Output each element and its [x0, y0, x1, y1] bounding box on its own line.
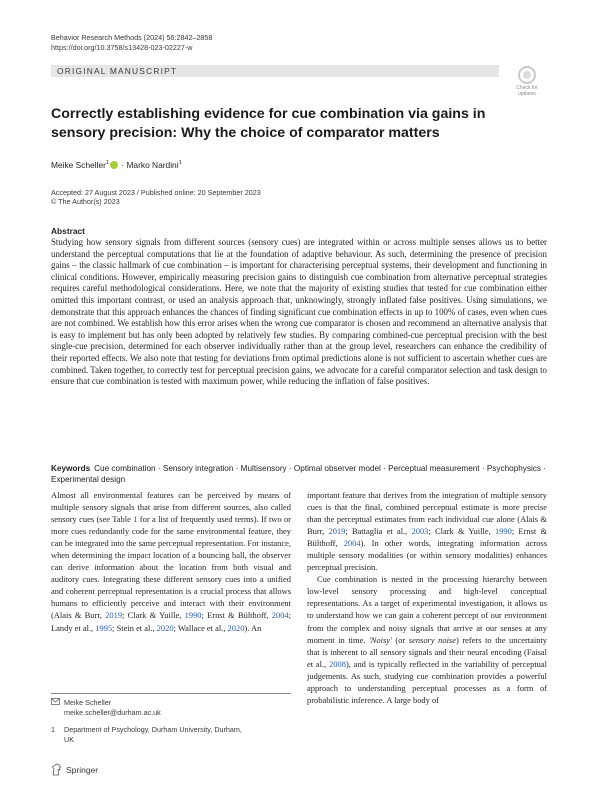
corresponding-author-name: Meike Scheller — [64, 698, 112, 707]
copyright-notice: © The Author(s) 2023 — [51, 197, 120, 207]
affiliation-line: Department of Psychology, Durham University, Durham, — [64, 725, 242, 734]
table-reference-link[interactable]: 1 — [133, 514, 138, 525]
emphasis-term: sensory noise — [408, 634, 456, 645]
affiliation-line: UK — [64, 734, 74, 744]
corresponding-author-email[interactable]: meike.scheller@durham.ac.uk — [64, 707, 161, 717]
footnote-divider — [51, 693, 291, 694]
body-paragraph: Cue combination is nested in the processing hierarchy between low-level sensory processing and high-level conceptual representations. As a target of experimental investigation, it allows us to understand how we can gain a coherent percept of our environment from the complex and noisy signals that arrive at our senses at any moment in time. 'Noisy' (or sensory noise) refers to the uncertainty that is inherent to all sensory signals and their neural encoding (Faisal et al., 2008), and is typically reflected in the variability of perceptual judgements. As such, studying cue combination provides a powerful approach to understanding perceptual processes as a form of probabilistic inference. A large body of — [307, 574, 548, 705]
author-separator: · — [121, 159, 125, 170]
orcid-icon[interactable] — [110, 161, 118, 169]
springer-horse-icon — [51, 763, 63, 776]
citation-link[interactable]: 2020 — [227, 622, 245, 633]
article-type-banner: ORIGINAL MANUSCRIPT — [51, 65, 499, 77]
crossmark-label: Check for updates — [516, 85, 538, 97]
accepted-published-dates: Accepted: 27 August 2023 / Published online: 20 September 2023 — [51, 188, 261, 197]
author-name[interactable]: Marko Nardini — [126, 159, 179, 170]
affiliation-superscript: 1 — [105, 160, 109, 166]
envelope-icon — [51, 698, 61, 708]
abstract-text: Studying how sensory signals from different sources (sensory cues) are integrated within or across multiple senses allows us to better understand the perceptual computations that lie at the foundation of adaptive behaviour. As such, determining the presence of precision gains – the classic hallmark of cue combination – is important for characterising perceptual systems, their development and functioning in clinical conditions. However, empirically measuring precision gains to distinguish cue combination from alternative perceptual strategies requires careful methodological considerations. Here, we note that the majority of existing studies that tested for cue combination either omitted this important contrast, or used an analysis approach that, unknowingly, strongly inflated false positives. Using simulations, we demonstrate that this approach enhances the chances of finding significant cue combination effects in up to 100% of cases, even when cues are not combined. We establish how this error arises when the wrong cue comparator is chosen and recommend an alternative analysis that is easy to implement but has only been adopted by relatively few studies. By comparing combined-cue perceptual precision with the best single-cue precision, determined for each observer individually rather than at the group level, researchers can enhance the credibility of their reported effects. We also note that testing for deviations from optimal predictions alone is not sufficient to ascertain whether cues are combined. Taken together, to correctly test for perceptual precision gains, we advocate for a careful comparator selection and task design to ensure that cue combination is tested with maximum power, while reducing the inflation of false positives. — [51, 237, 547, 387]
body-paragraph: Almost all environmental features can be perceived by means of multiple sensory signals that arise from different sources, also called sensory cues (see Table 1 for a list of frequently used terms). If two or more cues redundantly code for the same environmental feature, they can be integrated into the same perceptual representation. For instance, when determining the impact location of a bouncing ball, the observer can derive information about the location from both visual and auditory cues. Integrating these different sensory cues into a unified and coherent perceptual representation is a crucial process that allows humans to efficiently perceive and interact with their environment (Alais & Burr, 2019; Clark & Yuille, 1990; Ernst & Bülthoff, 2004; Landy et al., 1995; Stein et al., 2020; Wallace et al., 2020). An — [51, 490, 291, 633]
corresponding-author-footnote — [51, 698, 161, 717]
doi-link[interactable]: https://doi.org/10.3758/s13428-023-02227-w — [51, 42, 193, 52]
publication-dates — [51, 188, 261, 207]
check-for-updates-badge[interactable] — [511, 66, 543, 97]
citation-link[interactable]: 2004 — [271, 610, 289, 621]
author-name[interactable]: Meike Scheller — [51, 159, 106, 170]
affiliation-number: 1 — [51, 725, 55, 734]
abstract-heading: Abstract — [51, 226, 85, 236]
journal-citation: Behavior Research Methods (2024) 56:2842–2858 — [51, 33, 213, 42]
publisher-name: Springer — [66, 764, 99, 775]
citation-link[interactable]: 2008 — [329, 658, 346, 669]
citation-link[interactable]: 1995 — [95, 622, 113, 633]
body-column-left — [51, 489, 291, 634]
emphasis-term: 'Noisy' — [369, 634, 392, 645]
keywords-label: Keywords — [51, 464, 91, 473]
crossmark-icon — [518, 66, 536, 84]
citation-link[interactable]: 2003 — [411, 526, 429, 537]
journal-header — [51, 33, 212, 52]
citation-link[interactable]: 2019 — [105, 610, 123, 621]
keywords — [51, 463, 547, 485]
citation-link[interactable]: 2004 — [343, 538, 361, 549]
body-column-right — [307, 489, 547, 706]
citation-link[interactable]: 1990 — [184, 610, 202, 621]
publisher-logo — [51, 763, 98, 776]
citation-link[interactable]: 1990 — [494, 526, 512, 537]
affiliation-superscript: 1 — [178, 160, 182, 166]
affiliation-footnote — [51, 725, 274, 744]
body-paragraph: important feature that derives from the integration of multiple sensory cues is that the final, combined perceptual estimate is more precise than the perceptual estimates from each individual cue alone (Alais & Burr, 2019; Battaglia et al., 2003; Clark & Yuille, 1990; Ernst & Bülthoff, 2004). In other words, integrating information across multiple sensory modalities (or within sensory modalities) enhances perceptual precision. — [307, 490, 548, 573]
citation-link[interactable]: 2020 — [156, 622, 174, 633]
article-title: Correctly establishing evidence for cue combination via gains in sensory precision: Why the choice of comparator matters — [51, 106, 486, 141]
author-list — [51, 158, 182, 170]
keywords-list: Cue combination · Sensory integration · Multisensory · Optimal observer model · Perceptual measurement · Psychophysics · Experimental design — [51, 464, 547, 484]
citation-link[interactable]: 2019 — [328, 526, 346, 537]
